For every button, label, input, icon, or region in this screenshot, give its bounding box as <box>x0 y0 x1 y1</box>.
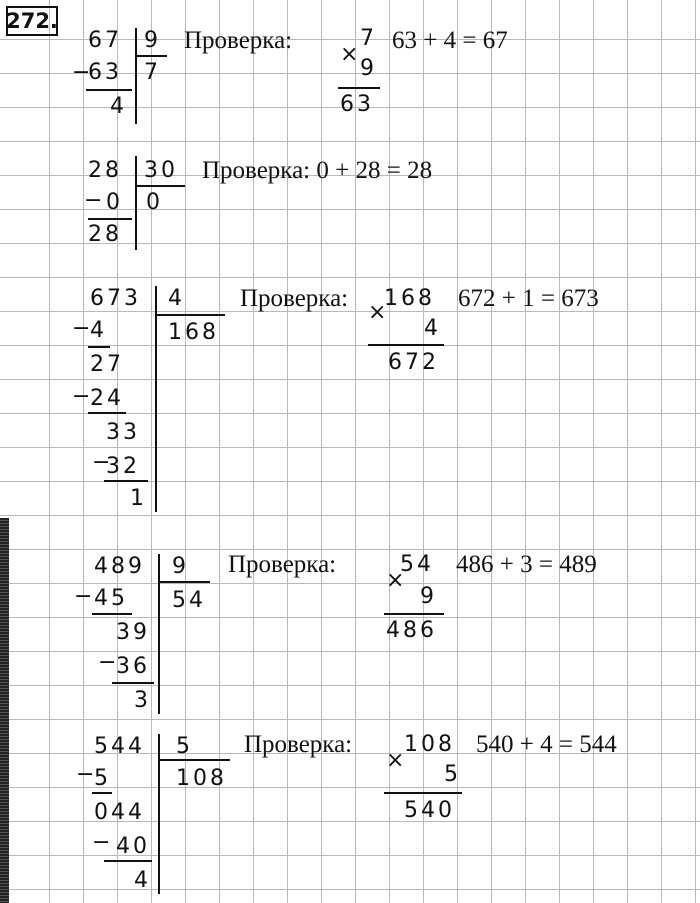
division-bar <box>158 734 160 894</box>
divisor: 5 <box>176 734 193 759</box>
dividend: 28 <box>88 158 122 183</box>
division-bar <box>135 28 137 124</box>
mul-line <box>368 344 444 346</box>
remainder: 4 <box>134 868 151 893</box>
mul-top: 108 <box>404 732 455 757</box>
check-label: Проверка: <box>184 27 293 54</box>
mul-top: 168 <box>384 286 435 311</box>
mul-line <box>338 87 380 89</box>
quotient-line <box>137 55 167 57</box>
remainder: 28 <box>88 222 122 247</box>
mul-line <box>384 613 444 615</box>
minus-sign: − <box>84 188 106 213</box>
division-bar <box>155 286 157 512</box>
divisor: 30 <box>144 158 178 183</box>
minus-sign: − <box>72 60 94 85</box>
subtraction-line-1 <box>92 613 132 615</box>
check-label: Проверка: <box>228 551 337 578</box>
subtrahend-1: 4 <box>90 318 107 343</box>
quotient: 0 <box>146 190 163 215</box>
times-sign: × <box>386 748 408 773</box>
minus-sign: − <box>98 650 120 675</box>
step-3: 33 <box>106 420 140 445</box>
quotient: 7 <box>144 60 161 85</box>
check-equation: 540 + 4 = 544 <box>476 731 617 758</box>
step-2: 39 <box>116 620 150 645</box>
times-sign: × <box>386 568 408 593</box>
subtraction-line-3 <box>104 480 148 482</box>
check-text: Проверка: 0 + 28 = 28 <box>202 157 433 184</box>
times-sign: × <box>368 300 390 325</box>
divisor: 9 <box>144 28 161 53</box>
mul-result: 672 <box>388 350 439 375</box>
mul-line <box>384 792 462 794</box>
subtraction-line-1 <box>88 346 110 348</box>
mul-bottom: 4 <box>424 316 441 341</box>
minus-sign: − <box>72 384 94 409</box>
remainder: 3 <box>134 688 151 713</box>
mul-result: 486 <box>386 618 437 643</box>
check-equation: 672 + 1 = 673 <box>458 285 599 312</box>
check-label: Проверка: <box>240 285 349 312</box>
check-equation: 63 + 4 = 67 <box>392 27 508 54</box>
quotient: 108 <box>176 766 227 791</box>
divisor: 9 <box>172 554 189 579</box>
subtraction-line <box>86 89 132 91</box>
dividend: 544 <box>94 734 145 759</box>
subtrahend-1: 5 <box>94 766 111 791</box>
remainder: 4 <box>110 94 127 119</box>
task-number: 272. <box>6 6 58 36</box>
quotient: 54 <box>172 588 206 613</box>
step-2: 27 <box>90 352 124 377</box>
remainder: 1 <box>130 486 147 511</box>
subtrahend: 63 <box>88 60 122 85</box>
subtraction-line-2 <box>88 412 126 414</box>
mul-top: 54 <box>400 552 434 577</box>
quotient-line <box>160 581 210 583</box>
mul-bottom: 9 <box>360 56 377 81</box>
times-sign: × <box>340 42 362 67</box>
quotient-line <box>160 759 230 761</box>
division-bar <box>135 156 137 250</box>
subtrahend-2: 24 <box>90 386 124 411</box>
step-2: 044 <box>94 800 145 825</box>
subtrahend-2: 40 <box>116 834 150 859</box>
subtraction-line-2 <box>104 860 152 862</box>
minus-sign: − <box>74 584 96 609</box>
subtrahend-2: 36 <box>116 654 150 679</box>
subtraction-line-1 <box>92 792 112 794</box>
dividend: 673 <box>90 286 141 311</box>
subtraction-line <box>88 218 132 220</box>
minus-sign: − <box>92 830 114 855</box>
division-bar <box>158 554 160 714</box>
mul-top: 7 <box>360 26 377 51</box>
minus-sign: − <box>76 762 98 787</box>
subtrahend-3: 32 <box>106 454 140 479</box>
dividend: 67 <box>88 28 122 53</box>
divisor: 4 <box>168 286 185 311</box>
subtrahend: 0 <box>106 190 123 215</box>
quotient-line <box>157 314 225 316</box>
mul-result: 540 <box>404 798 455 823</box>
mul-bottom: 5 <box>444 762 461 787</box>
minus-sign: − <box>92 450 114 475</box>
page-edge-shadow <box>0 518 9 903</box>
check-equation: 486 + 3 = 489 <box>456 551 597 578</box>
mul-result: 63 <box>340 92 374 117</box>
mul-bottom: 9 <box>420 584 437 609</box>
subtrahend-1: 45 <box>94 586 128 611</box>
dividend: 489 <box>94 554 145 579</box>
quotient: 168 <box>168 320 219 345</box>
subtraction-line-2 <box>112 682 154 684</box>
quotient-line <box>137 185 185 187</box>
check-label: Проверка: <box>244 731 353 758</box>
minus-sign: − <box>72 316 94 341</box>
